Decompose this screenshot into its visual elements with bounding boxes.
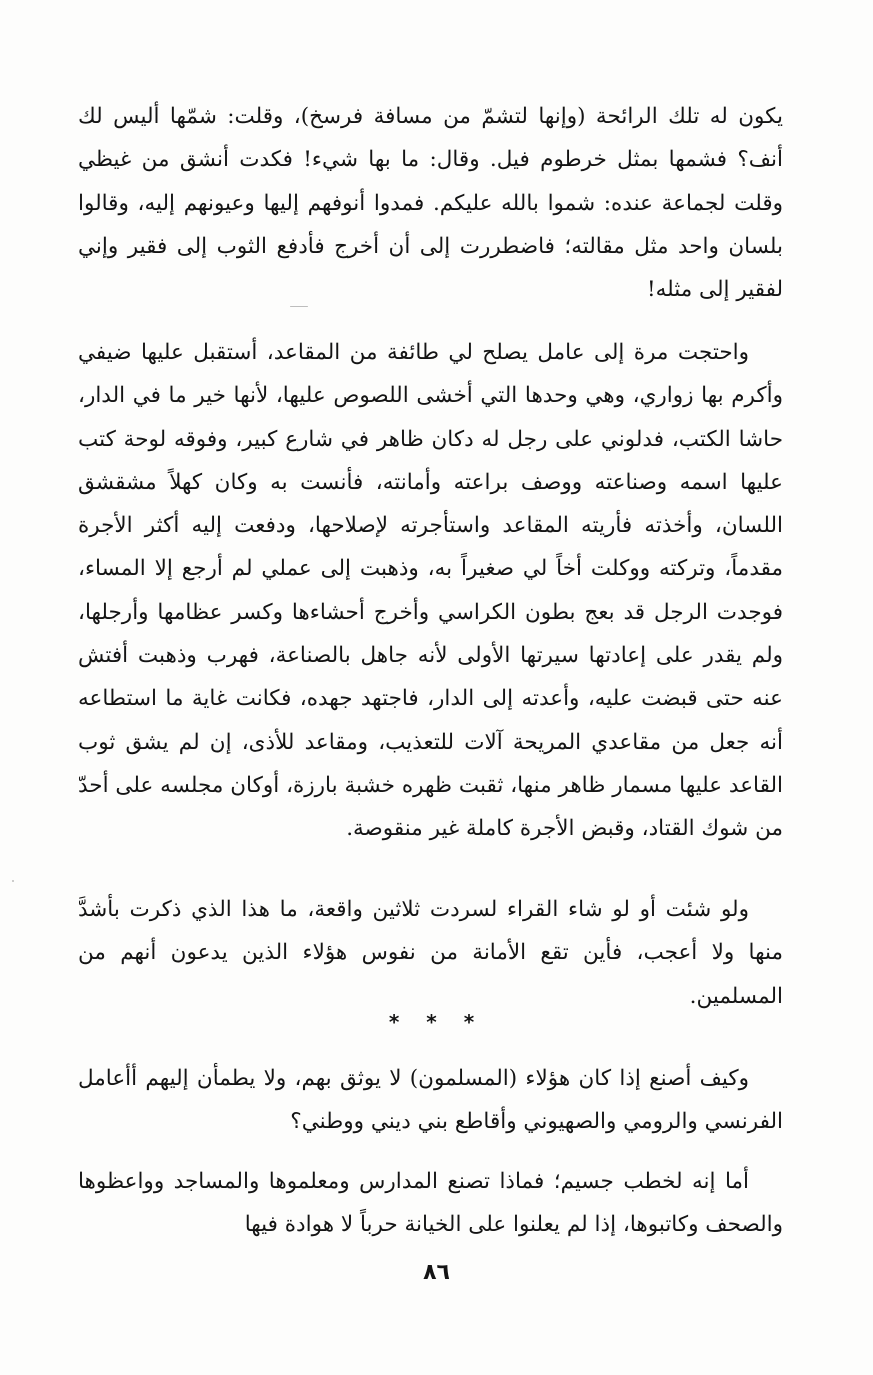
paragraph-4: وكيف أصنع إذا كان هؤلاء (المسلمون) لا يوثق بهم، ولا يطمأن إليهم أأعامل الفرنسي والرومي والصهيوني وأقاطع بني ديني ووطني؟ [78,1066,783,1135]
page-number: ٨٦ [423,1260,450,1285]
scan-speck [290,306,308,307]
section-separator: * * * [388,1010,485,1034]
scan-speck [12,880,14,882]
paragraph-3: ولو شئت أو لو شاء القراء لسردت ثلاثين واقعة، ما هذا الذي ذكرت بأشدَّ منها ولا أعجب، فأين تقع الأمانة من نفوس هؤلاء الذين يدعون أنهم من المسلمين. [78,897,783,1009]
paragraph-2: واحتجت مرة إلى عامل يصلح لي طائفة من المقاعد، أستقبل عليها ضيفي وأكرم بها زواري، وهي وحدها التي أخشى اللصوص عليها، لأنها خير ما في الدار، حاشا الكتب، فدلوني على رجل له دكان ظاهر في شارع كبير، وفوقه لوحة كتب عليها اسمه وصناعته ووصف براعته وأمانته، فأنست به وكان كهلاً مشقشق اللسان، وأخذته فأريته المقاعد واستأجرته لإصلاحها، ودفعت إليه أكثر الأجرة مقدماً، وتركته ووكلت أخاً لي صغيراً به، وذهبت إلى عملي لم أرجع إلا المساء، فوجدت الرجل قد بعج بطون الكراسي وأخرج أحشاءها وكسر عظامها وأرجلها، ولم يقدر على إعادتها سيرتها الأولى لأنه جاهل بالصناعة، فهرب وذهبت أفتش عنه حتى قبضت عليه، وأعدته إلى الدار، فاجتهد جهده، فكانت غاية ما استطاعه أنه جعل من مقاعدي المريحة آلات للتعذيب، ومقاعد للأذى، إن لم يشق ثوب القاعد عليها مسمار ظاهر منها، ثقبت ظهره خشبة بارزة، أوكان مجلسه على أحدّ من شوك القتاد، وقبض الأجرة كاملة غير منقوصة. [78,340,783,842]
paragraph-1: يكون له تلك الرائحة (وإنها لتشمّ من مسافة فرسخ)، وقلت: شمّها أليس لك أنف؟ فشمها بمثل خرطوم فيل. وقال: ما بها شيء! فكدت أنشق من غيظي وقلت لجماعة عنده: شموا بالله عليكم. فمدوا أنوفهم إليها وعيونهم إليه، وقالوا بلسان واحد مثل مقالته؛ فاضطررت إلى أن أخرج فأدفع الثوب إلى فقير وإني لفقير إلى مثله! [78,104,783,303]
paragraph-5: أما إنه لخطب جسيم؛ فماذا تصنع المدارس ومعلموها والمساجد وواعظوها والصحف وكاتبوها، إذا لم يعلنوا على الخيانة حرباً لا هوادة فيها [78,1169,783,1238]
